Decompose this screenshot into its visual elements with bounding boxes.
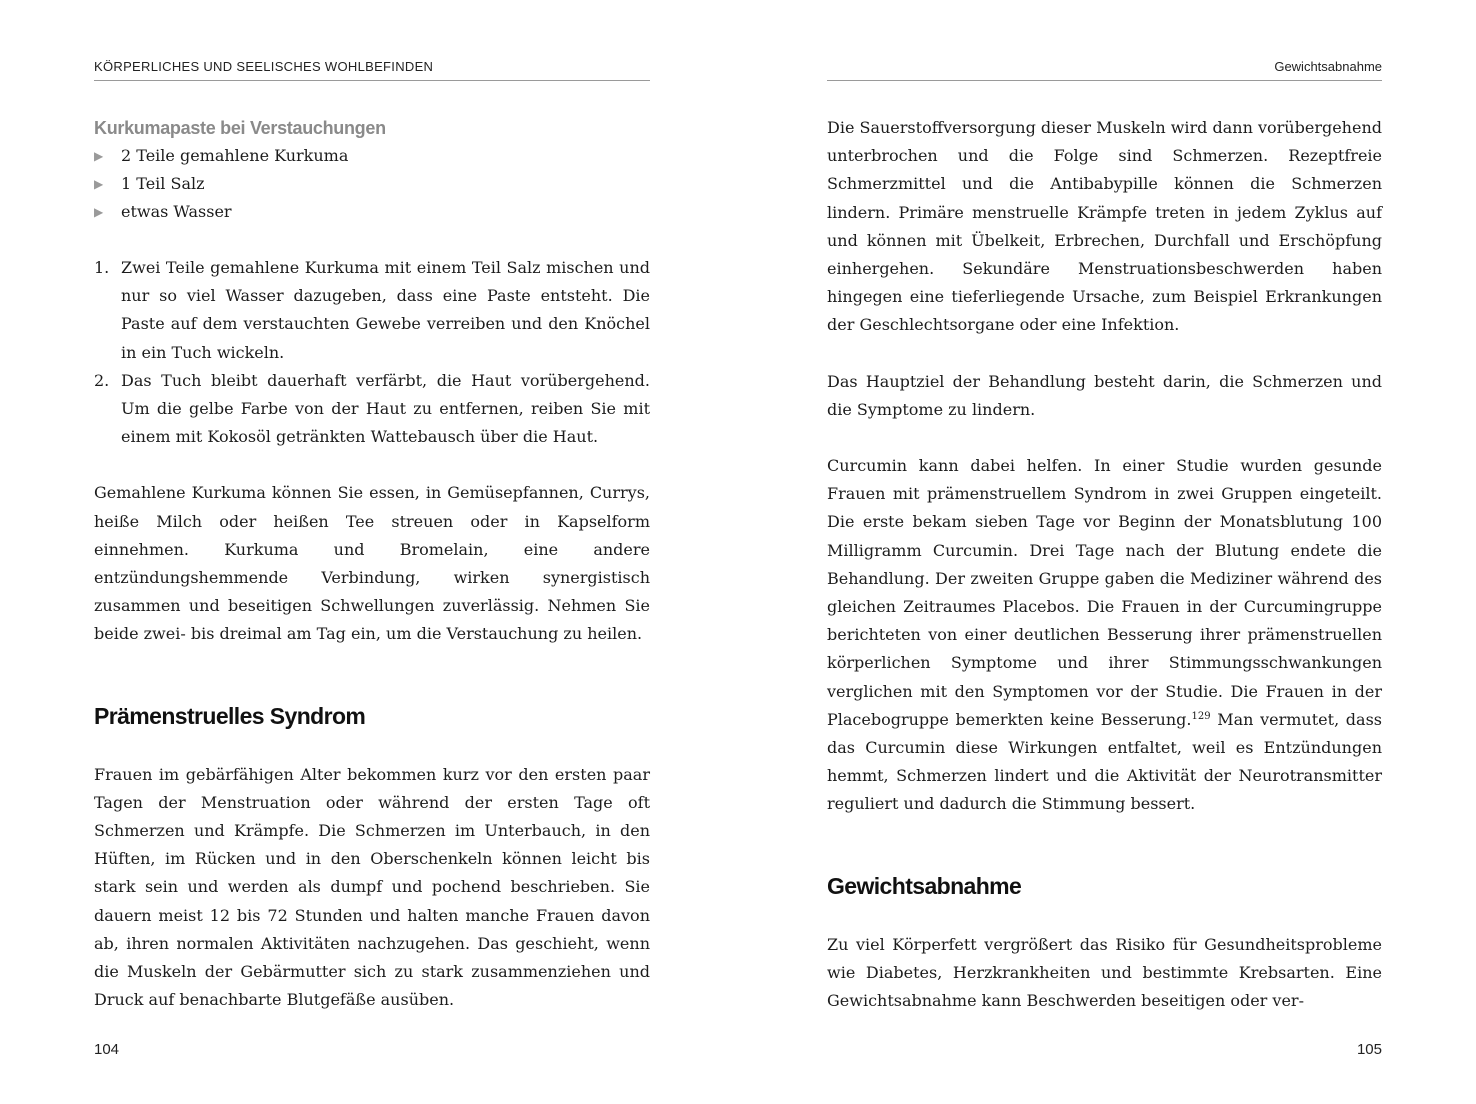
instruction-steps [94, 254, 650, 451]
triangle-bullet-icon: ▶ [94, 177, 104, 191]
ingredient-item: ▶ 2 Teile gemahlene Kurkuma [94, 142, 650, 170]
body-paragraph: Curcumin kann dabei helfen. In einer Studie wurden gesunde Frauen mit prämenstruellem Syndrom in zwei Gruppen eingeteilt. Die erste bekam sieben Tage vor Beginn der Monatsblutung 100 Milligramm Curcumin. Drei Tage nach der Blutung endete die Behandlung. Der zweiten Gruppe gaben die Mediziner während des gleichen Zeitraumes Placebos. Die Frauen in der Curcumingruppe berichteten von einer deutlichen Besserung ihrer prämenstruellen körperlichen Symptome und ihrer Stimmungsschwankungen verglichen mit den Symptomen vor der Studie. Die Frauen in der Placebogruppe bemerkten keine Besserung.$^{129}$ Man vermutet, dass das Curcumin diese Wirkungen entfaltet, weil es Entzündungen hemmt, Schmerzen lindert und die Aktivität der Neurotransmitter reguliert und dadurch die Stimmung bessert. [827, 456, 1382, 814]
triangle-bullet-icon: ▶ [94, 205, 104, 219]
instruction-step: 1. Zwei Teile gemahlene Kurkuma mit einem Teil Salz mischen und nur so viel Wasser dazugeben, dass eine Paste entsteht. Die Paste auf dem verstauchten Gewebe verreiben und den Knöchel in ein Tuch wickeln. [94, 258, 650, 362]
right-page-body [827, 114, 1382, 1015]
ingredient-item: ▶ 1 Teil Salz [94, 170, 650, 198]
footnote-reference: 129 [1191, 710, 1211, 722]
body-paragraph: Zu viel Körperfett vergrößert das Risiko für Gesundheitsprobleme wie Diabetes, Herzkrankheiten und bestimmte Krebsarten. Eine Gewichtsabnahme kann Beschwerden beseitigen oder ver- [827, 934, 1382, 1011]
ingredient-list [94, 142, 650, 226]
triangle-bullet-icon: ▶ [94, 149, 104, 163]
running-head-right: Gewichtsabnahme [827, 58, 1382, 81]
running-head-left: KÖRPERLICHES UND SEELISCHES WOHLBEFINDEN [94, 58, 650, 81]
section-heading-weight-loss: Gewichtsabnahme [827, 872, 1022, 899]
body-paragraph: Die Sauerstoffversorgung dieser Muskeln wird dann vorübergehend unterbrochen und die Folge sind Schmerzen. Rezeptfreie Schmerzmittel und die Antibabypille können die Schmerzen lindern. Primäre menstruelle Krämpfe treten in jedem Zyklus auf und können mit Übelkeit, Erbrechen, Durchfall und Erschöpfung einhergehen. Sekundäre Menstruationsbeschwerden haben hingegen eine tieferliegende Ursache, zum Beispiel Erkrankungen der Geschlechtsorgane oder eine Infektion. [827, 118, 1382, 335]
recipe-title: Kurkumapaste bei Verstauchungen [94, 118, 386, 138]
page-number-left: 104 [94, 1041, 120, 1058]
instruction-step: 2. Das Tuch bleibt dauerhaft verfärbt, die Haut vorübergehend. Um die gelbe Farbe von der Haut zu entfernen, reiben Sie mit einem mit Kokosöl getränkten Wattebausch über die Haut. [94, 370, 650, 447]
right-page [827, 0, 1382, 1104]
left-page-body [94, 114, 650, 1014]
section-heading-pms: Prämenstruelles Syndrom [94, 702, 366, 729]
page-number-right: 105 [1356, 1041, 1382, 1058]
body-paragraph: Das Hauptziel der Behandlung besteht darin, die Schmerzen und die Symptome zu lindern. [827, 371, 1382, 419]
ingredient-item: ▶ etwas Wasser [94, 198, 650, 226]
body-paragraph: Gemahlene Kurkuma können Sie essen, in Gemüsepfannen, Currys, heiße Milch oder heißen Tee streuen oder in Kapselform einnehmen. Kurkuma und Bromelain, eine andere entzündungshemmende Verbindung, wirken synergistisch zusammen und beseitigen Schwellungen zuverlässig. Nehmen Sie beide zwei- bis dreimal am Tag ein, um die Verstauchung zu heilen. [94, 483, 650, 644]
body-paragraph: Frauen im gebärfähigen Alter bekommen kurz vor den ersten paar Tagen der Menstruation oder während der ersten Tage oft Schmerzen und Krämpfe. Die Schmerzen im Unterbauch, in den Hüften, im Rücken und in den Oberschenkeln können leicht bis stark sein und werden als dumpf und pochend beschrieben. Sie dauern meist 12 bis 72 Stunden und halten manche Frauen davon ab, ihren normalen Aktivitäten nachzugehen. Das geschieht, wenn die Muskeln der Gebärmutter sich zu stark zusammenziehen und Druck auf benachbarte Blutgefäße ausüben. [94, 764, 650, 1010]
left-page [94, 0, 650, 1104]
